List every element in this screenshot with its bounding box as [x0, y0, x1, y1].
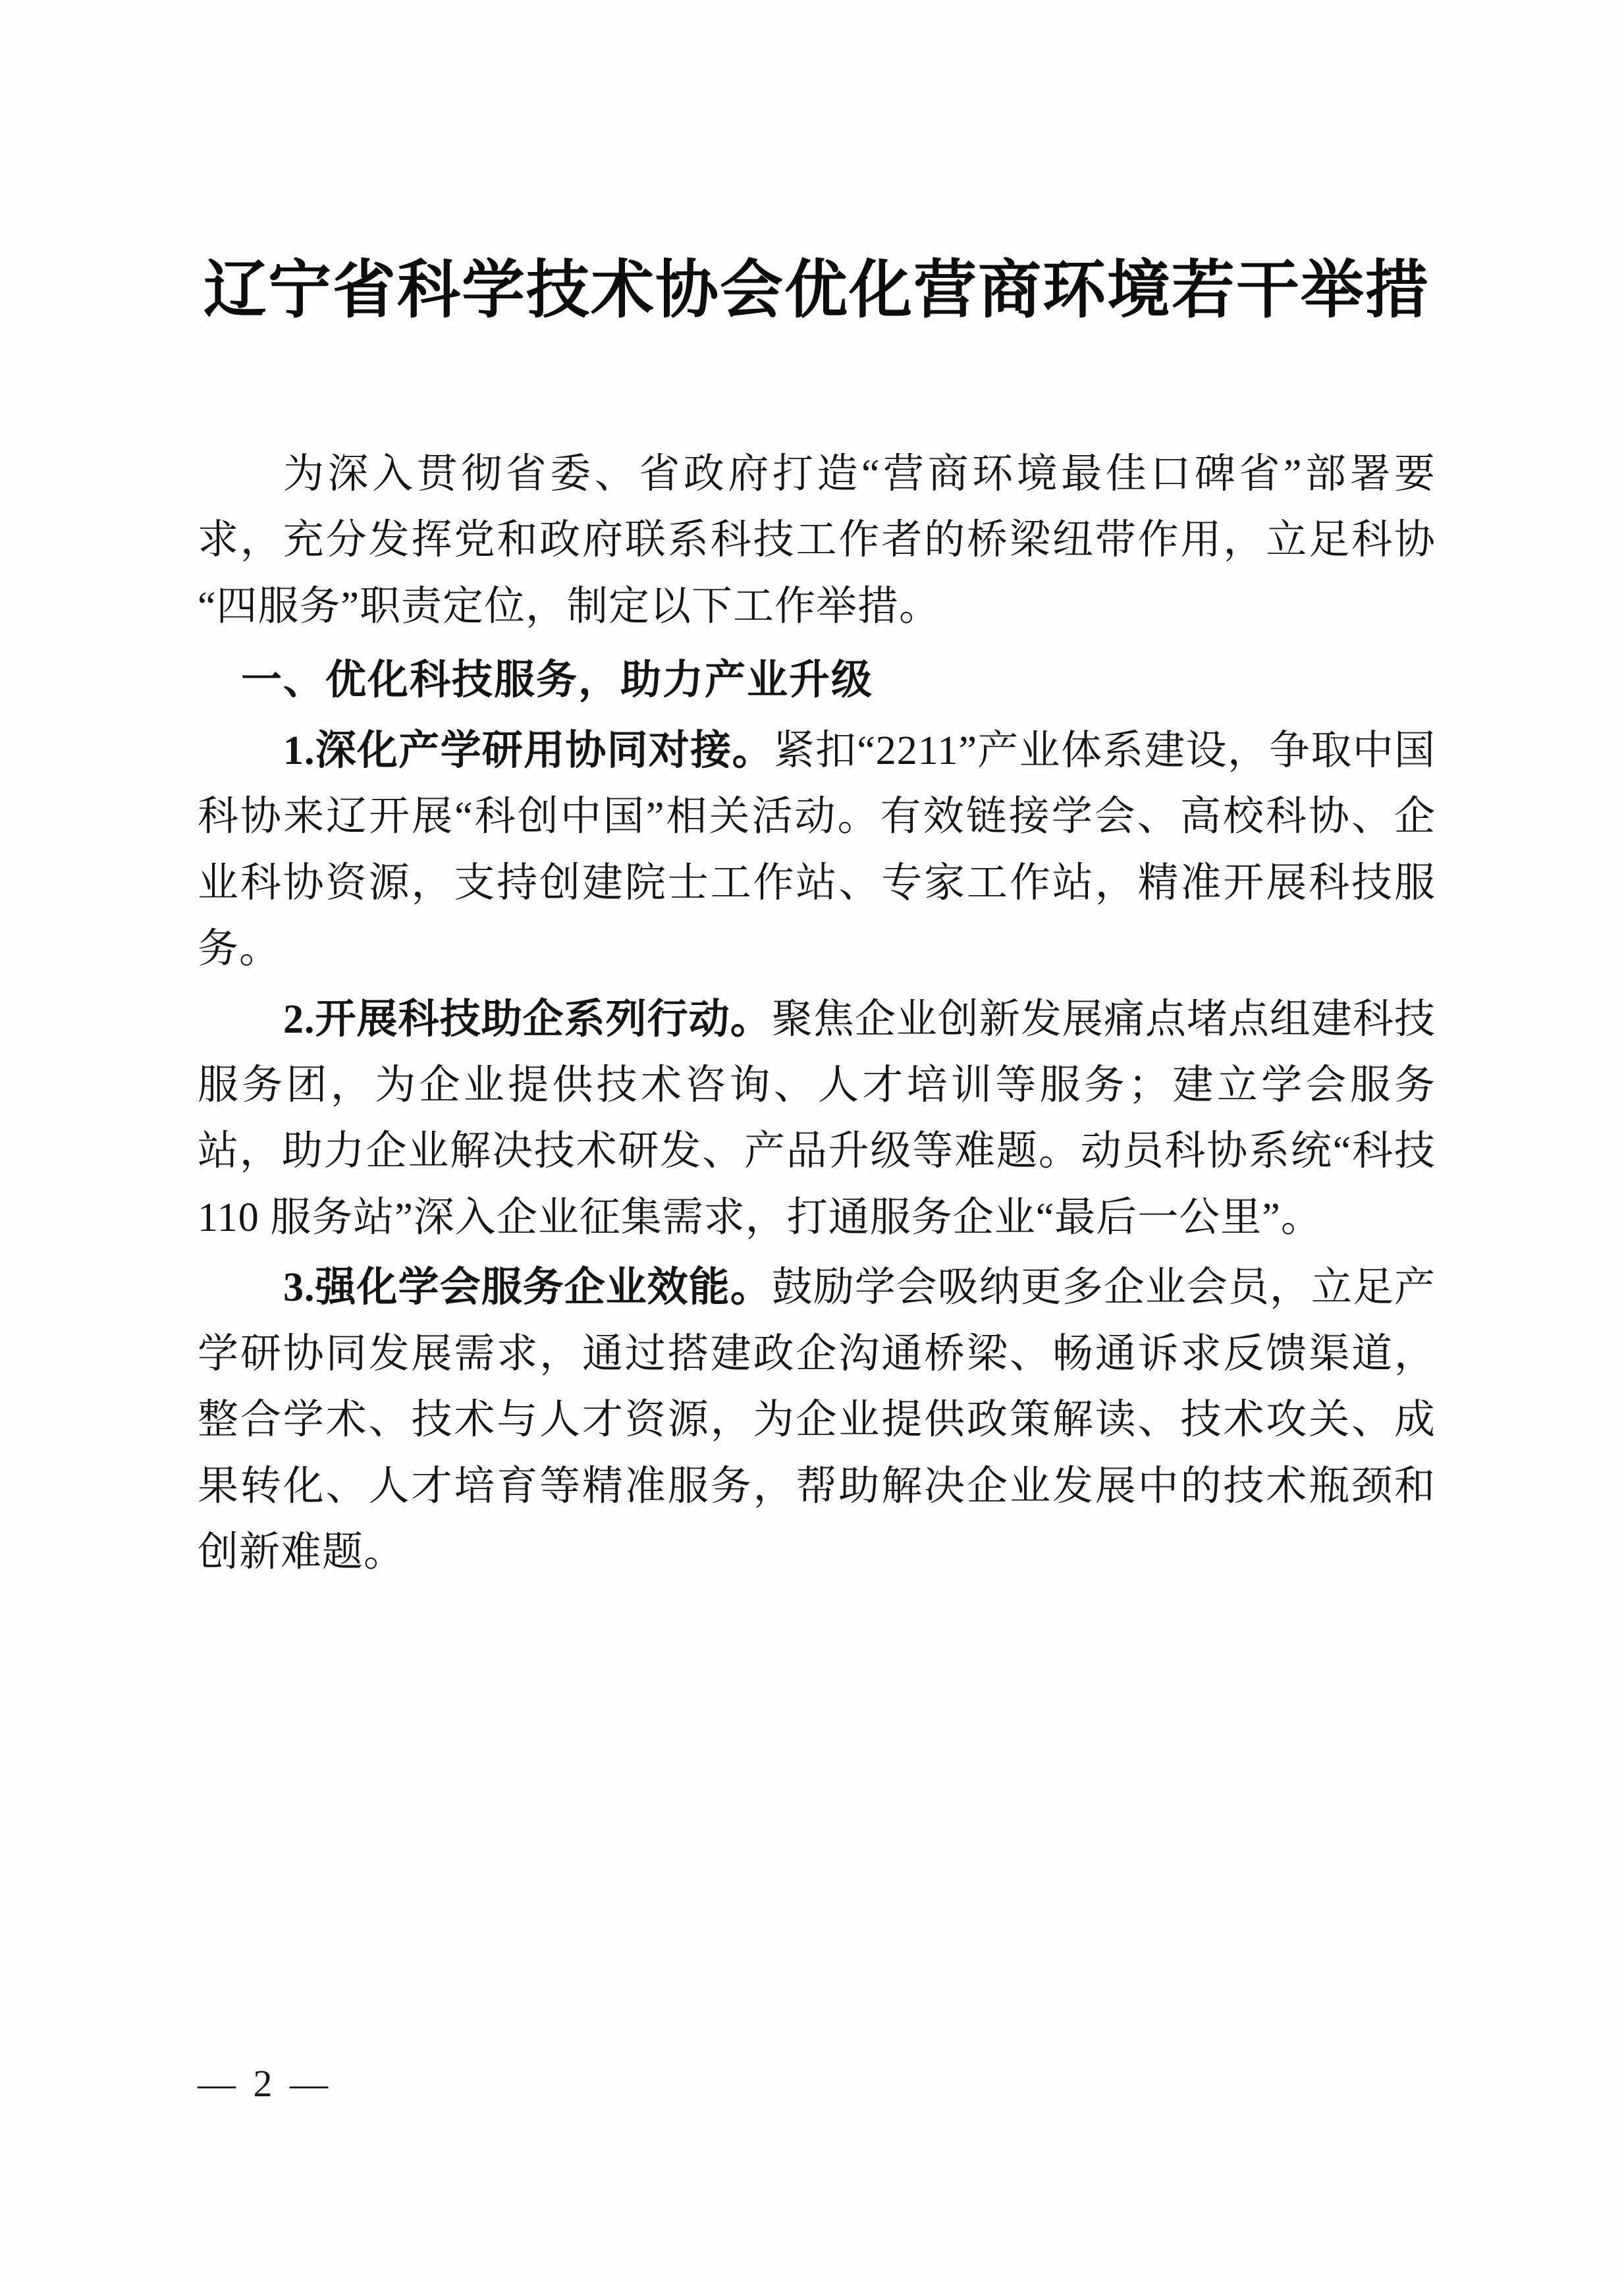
paragraph-item-3 — [198, 1255, 1436, 1585]
item-3-lead: 3.强化学会服务企业效能。 — [283, 1265, 772, 1311]
section-heading-one: 一、优化科技服务，助力产业升级 — [241, 658, 874, 703]
page-number: — 2 — — [198, 2062, 332, 2105]
item-2-lead: 2.开展科技助企系列行动。 — [283, 996, 772, 1042]
paragraph-item-1 — [198, 718, 1436, 983]
item-2-text: 聚焦企业创新发展痛点堵点组建科技服务团，为企业提供技术咨询、人才培训等服务；建立学会服务站，助力企业解决技术研发、产品升级等难题。动员科协系统“科技 110 服务站”深入企业征集需求，打通服务企业“最后一公里”。 — [198, 996, 1436, 1240]
paragraph-item-2 — [198, 987, 1436, 1251]
page-title: 辽宁省科学技术协会优化营商环境若干举措 — [203, 252, 1430, 327]
item-1-text: 紧扣“2211”产业体系建设，争取中国科协来辽开展“科创中国”相关活动。有效链接学会、高校科协、企业科协资源，支持创建院士工作站、专家工作站，精准开展科技服务。 — [198, 728, 1436, 972]
paragraph-intro: 为深入贯彻省委、省政府打造“营商环境最佳口碑省”部署要求，充分发挥党和政府联系科技工作者的桥梁纽带作用，立足科协“四服务”职责定位，制定以下工作举措。 — [198, 452, 1436, 629]
document-content — [198, 441, 1436, 1585]
item-3-text: 鼓励学会吸纳更多企业会员，立足产学研协同发展需求，通过搭建政企沟通桥梁、畅通诉求反馈渠道，整合学术、技术与人才资源，为企业提供政策解读、技术攻关、成果转化、人才培育等精准服务，帮助解决企业发展中的技术瓶颈和创新难题。 — [198, 1265, 1436, 1575]
item-1-lead: 1.深化产学研用协同对接。 — [283, 728, 774, 773]
document-body — [198, 250, 1436, 1589]
